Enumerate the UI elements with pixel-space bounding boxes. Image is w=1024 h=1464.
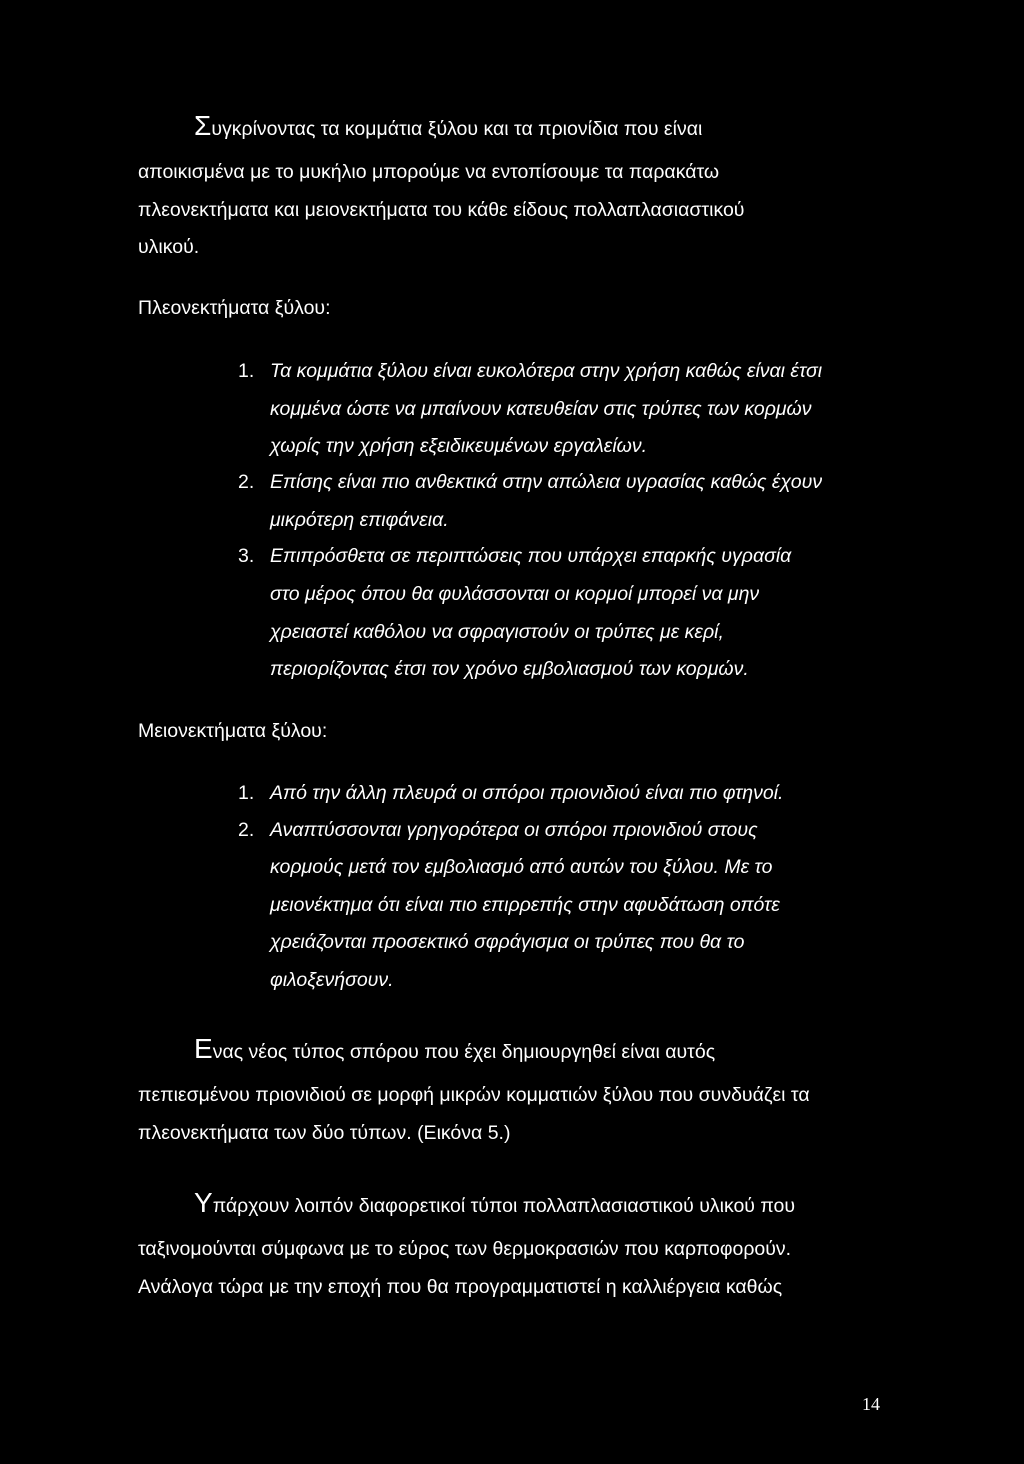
drop-letter: Υ [194, 1187, 213, 1218]
drop-letter: Σ [194, 110, 212, 141]
list-item-line: μικρότερη επιφάνεια. [270, 509, 449, 531]
list-item-line: Επίσης είναι πιο ανθεκτικά στην απώλεια υγρασίας καθώς έχουν [270, 471, 823, 493]
para2-line-3: πλεονεκτήματα των δύο τύπων. (Εικόνα 5.) [138, 1122, 511, 1144]
para3-line-1-text: πάρχουν λοιπόν διαφορετικοί τύποι πολλαπλασιαστικού υλικού που [212, 1195, 796, 1217]
list-item-line: Από την άλλη πλευρά οι σπόροι πριονιδιού είναι πιο φτηνοί. [270, 782, 784, 804]
list-item-line: Τα κομμάτια ξύλου είναι ευκολότερα στην χρήση καθώς είναι έτσι [270, 360, 823, 382]
intro-line-1-text: υγκρίνοντας τα κομμάτια ξύλου και τα πριονίδια που είναι [211, 118, 703, 140]
intro-line-4: υλικού. [138, 236, 200, 258]
list-number: 1. [238, 782, 255, 804]
list-item-line: κομμένα ώστε να μπαίνουν κατευθείαν στις τρύπες των κορμών [270, 398, 812, 420]
advantages-heading: Πλεονεκτήματα ξύλου: [138, 297, 331, 319]
list-item-line: φιλοξενήσουν. [270, 969, 394, 991]
para3-line-2: ταξινομούνται σύμφωνα με το εύρος των θερμοκρασιών που καρποφορούν. [138, 1238, 792, 1260]
intro-line-2: αποικισμένα με το μυκήλιο μπορούμε να εντοπίσουμε τα παρακάτω [138, 161, 720, 183]
list-number: 3. [238, 545, 255, 567]
page-number: 14 [862, 1394, 880, 1414]
list-item-line: χωρίς την χρήση εξειδικευμένων εργαλείων. [270, 435, 648, 457]
para2-line-1-text: νας νέος τύπος σπόρου που έχει δημιουργηθεί είναι αυτός [212, 1041, 716, 1063]
list-number: 2. [238, 471, 255, 493]
disadvantages-heading: Μειονεκτήματα ξύλου: [138, 720, 328, 742]
list-item-line: στο μέρος όπου θα φυλάσσονται οι κορμοί μπορεί να μην [270, 583, 760, 605]
list-number: 2. [238, 819, 255, 841]
list-item-line: Αναπτύσσονται γρηγορότερα οι σπόροι πριονιδιού στους [270, 819, 758, 841]
list-number: 1. [238, 360, 255, 382]
intro-line-3: πλεονεκτήματα και μειονεκτήματα του κάθε είδους πολλαπλασιαστικού [138, 199, 745, 221]
drop-letter: Ε [194, 1033, 213, 1064]
list-item-line: χρειαστεί καθόλου να σφραγιστούν οι τρύπες με κερί, [270, 621, 724, 643]
para3-line-3: Ανάλογα τώρα με την εποχή που θα προγραμματιστεί η καλλιέργεια καθώς [138, 1276, 783, 1298]
list-item-line: Επιπρόσθετα σε περιπτώσεις που υπάρχει επαρκής υγρασία [270, 545, 792, 567]
list-item-line: χρειάζονται προσεκτικό σφράγισμα οι τρύπες που θα το [270, 931, 745, 953]
list-item-line: περιορίζοντας έτσι τον χρόνο εμβολιασμού των κορμών. [270, 658, 749, 680]
intro-line-1 [194, 110, 703, 141]
para3-line-1 [194, 1187, 796, 1218]
para2-line-2: πεπιεσμένου πριονιδιού σε μορφή μικρών κομματιών ξύλου που συνδυάζει τα [138, 1084, 810, 1106]
list-item-line: κορμούς μετά τον εμβολιασμό από αυτών του ξύλου. Με το [270, 856, 773, 878]
list-item-line: μειονέκτημα ότι είναι πιο επιρρεπής στην αφυδάτωση οπότε [270, 894, 780, 916]
para2-line-1 [194, 1033, 716, 1064]
